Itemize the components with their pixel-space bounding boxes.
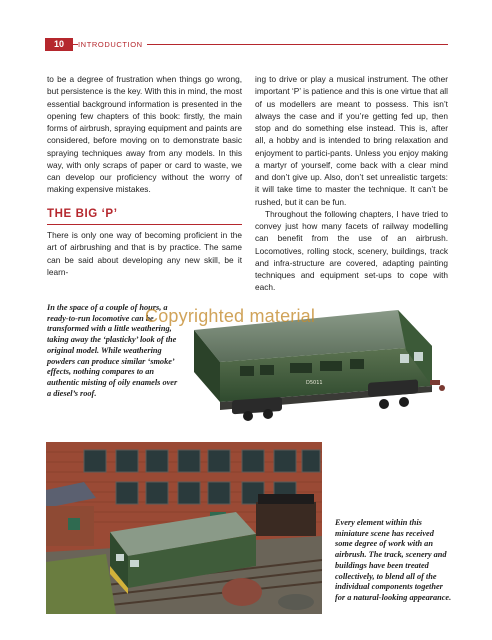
- model-scene-photo: [46, 442, 322, 614]
- section-label: INTRODUCTION: [78, 38, 147, 51]
- left-column-after-heading: [47, 229, 242, 278]
- locomotive-caption: In the space of a couple of hours, a ready-to-run locomotive can be transformed with a little weathering, taking away the ‘plasticky’ look of the original model. While weathering powders can produce similar ‘smoke’ effects, nothing compares to an authentic misting of oily enamels over a diesel’s roof.: [47, 303, 178, 398]
- scene-caption: Every element within this miniature scene has received some degree of work with an airbrush. The track, scenery and buildings have been treated collectively, to blend all of the individual components together for a natural-looking appearance.: [335, 518, 452, 602]
- locomotive-number: D5011: [306, 380, 323, 386]
- heading-text: THE BIG ‘P’: [47, 208, 118, 220]
- left-paragraph-2: There is only one way of becoming proficient in the art of airbrushing and that is by practice. The same can be said about developing any new skill, be it learn-: [47, 230, 242, 277]
- left-column: [47, 73, 242, 196]
- right-column: [255, 73, 448, 294]
- heading-rule: [47, 224, 242, 225]
- page-number: 10: [53, 39, 64, 49]
- right-paragraph-1: ing to drive or play a musical instrument. The other important ‘P’ is patience and this is one virtue that all of us modellers are meant to possess. This isn’t always the case and if you’re getting fed up, then stop and do something else instead. This is, after all, a hobby and is intended to bring relaxation and enjoyment to partici-pants. Unless you enjoy making a martyr of yourself, come back with a clear mind and don’t give up. Also, don’t set unrealistic targets: it will take time to master the technique. It can’t be rushed, but it can be fun.: [255, 74, 448, 207]
- copyright-watermark: Copyrighted material: [145, 306, 316, 326]
- left-paragraph-1: to be a degree of frustration when things go wrong, but persistence is the key. With this in mind, the most essential background information is presented in the opening few chapters of this book: firstly, the main forms of airbrush, spraying equipment and paints are considered, before moving on to demonstrate basic spraying techniques away from any models. In this way, with only scraps of paper or card to waste, we can develop our proficiency without the worry of making expensive mistakes.: [47, 74, 242, 195]
- right-paragraph-2: Throughout the following chapters, I have tried to convey just how many facets of railway modelling can benefit from the use of an airbrush. Locomotives, rolling stock, scenery, buildings, track and infra-structure are covered, adapting painting techniques and equipment set-ups to cope with each.: [255, 208, 448, 293]
- page-header: [0, 38, 492, 51]
- section-heading: [47, 207, 242, 221]
